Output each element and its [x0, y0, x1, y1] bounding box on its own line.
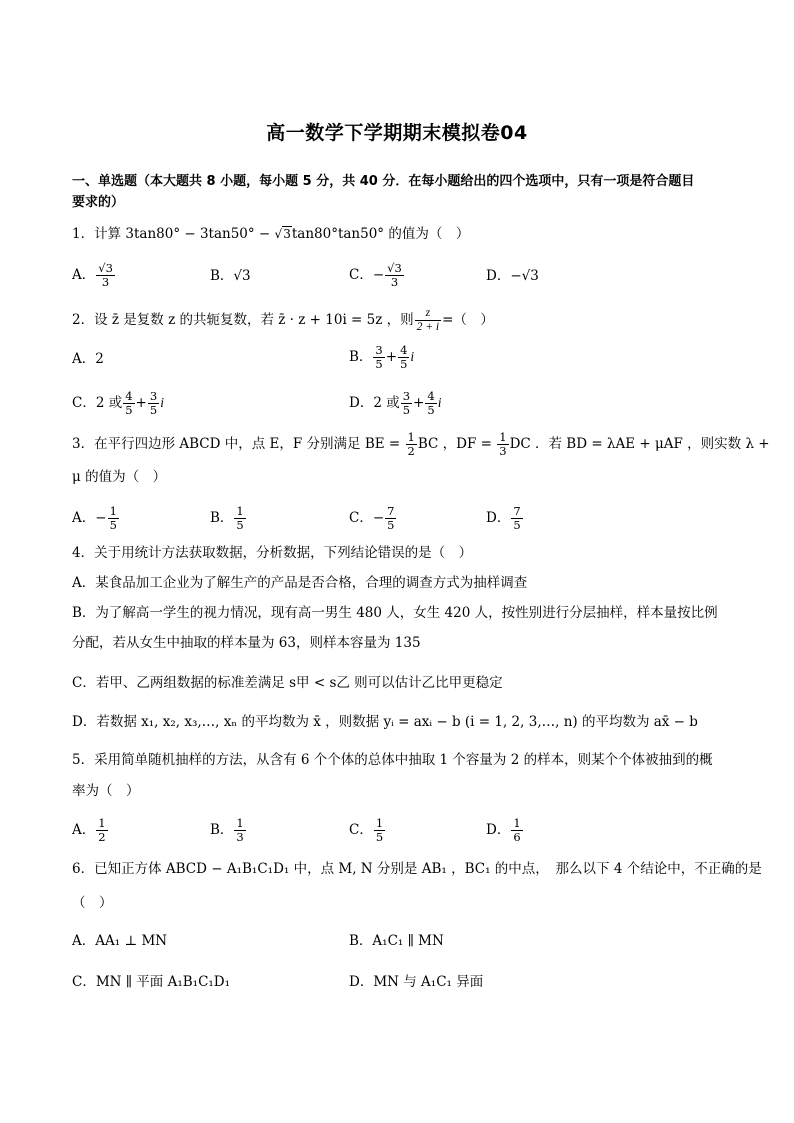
fraction — [406, 431, 417, 458]
denominator: 3 — [499, 444, 507, 458]
option-label: B． — [210, 822, 234, 838]
numerator: 1 — [407, 430, 415, 444]
q1-option-c — [349, 262, 405, 289]
option-label: C．2 或 — [72, 395, 123, 411]
fraction — [425, 390, 436, 417]
plus-sign: + — [413, 395, 425, 411]
option-value: −√3 — [510, 268, 539, 284]
q1-option-b — [210, 266, 251, 286]
q5-option-d — [486, 817, 524, 844]
option-label: C． — [349, 267, 373, 283]
q3-stem-part-b: BC ，DF = — [417, 436, 497, 452]
q6-option-c: C．MN ∥ 平面 A₁B₁C₁D₁ — [72, 974, 231, 990]
q2-option-b — [349, 344, 414, 371]
numerator: 1 — [109, 504, 117, 518]
q2-option-d — [349, 390, 441, 417]
plus-sign: + — [135, 395, 147, 411]
option-label: D． — [486, 268, 511, 284]
option-label: B． — [210, 268, 234, 284]
plus-sign: + — [385, 349, 398, 365]
denominator: 5 — [402, 403, 411, 417]
fraction — [96, 262, 115, 289]
numerator: 3 — [402, 389, 411, 403]
numerator: 3 — [375, 343, 383, 357]
sqrt-symbol: √3 — [274, 227, 291, 241]
fraction — [511, 505, 522, 532]
option-label: D． — [486, 510, 511, 526]
denominator: 5 — [400, 357, 408, 371]
q2-stem-part-b: =（ ） — [442, 312, 494, 328]
fraction — [511, 817, 522, 844]
numerator: 4 — [400, 343, 408, 357]
q1-option-d — [486, 266, 539, 286]
fraction — [497, 431, 508, 458]
denominator: 6 — [513, 830, 521, 844]
q3-stem-part-c: DC ．若 BD = λAE + μAF ，则实数 λ + — [509, 436, 770, 452]
q1-stem-part-b: tan80°tan50° 的值为（ ） — [291, 226, 470, 242]
q3-option-a — [72, 505, 120, 532]
fraction — [148, 390, 159, 417]
fraction — [123, 390, 134, 417]
denominator: 3 — [101, 275, 110, 289]
fraction — [385, 505, 396, 532]
option-label: D． — [486, 822, 511, 838]
q6-option-b: B．A₁C₁ ∥ MN — [349, 933, 444, 949]
option-label: C． — [349, 822, 373, 838]
question-6-stem-line2: （ ） — [72, 895, 113, 911]
fraction — [96, 817, 107, 844]
fraction — [234, 505, 245, 532]
section-header-line2: 要求的） — [72, 195, 125, 210]
question-5-stem-line1: 5．采用简单随机抽样的方法，从含有 6 个个体的总体中抽取 1 个容量为 2 的样本，则某个个体被抽到的概 — [72, 752, 713, 768]
q3-option-b — [210, 505, 247, 532]
q3-option-c — [349, 505, 397, 532]
q5-option-c — [349, 817, 386, 844]
numerator: √3 — [98, 261, 113, 275]
minus-sign: − — [372, 510, 385, 526]
numerator: 4 — [427, 389, 435, 403]
q6-option-a: A．AA₁ ⊥ MN — [72, 933, 168, 949]
numerator: z — [415, 307, 441, 321]
q5-option-a — [72, 817, 109, 844]
q4-option-a: A．某食品加工企业为了解生产的产品是否合格，合理的调查方式为抽样调查 — [72, 575, 528, 591]
denominator: 5 — [109, 518, 117, 532]
denominator: 5 — [375, 357, 383, 371]
minus-sign: − — [372, 267, 385, 283]
question-4-stem: 4．关于用统计方法获取数据，分析数据，下列结论错误的是（ ） — [72, 545, 473, 561]
q2-stem-part-a: 2．设 z̄ 是复数 z 的共轭复数，若 z̄ · z + 10i = 5z ，则 — [72, 312, 414, 328]
numerator: 7 — [387, 504, 395, 518]
option-label: B． — [210, 510, 234, 526]
q4-option-b-line2: 分配，若从女生中抽取的样本量为 63，则样本容量为 135 — [72, 635, 421, 651]
question-1-stem — [72, 224, 469, 244]
page-title: 高一数学下学期期末模拟卷04 — [266, 122, 528, 144]
q4-option-c: C．若甲、乙两组数据的标准差满足 s甲 < s乙 则可以估计乙比甲更稳定 — [72, 675, 503, 691]
q1-radicand: 3 — [283, 227, 291, 241]
q6-option-d: D．MN 与 A₁C₁ 异面 — [349, 974, 484, 990]
question-3-stem-line2: μ 的值为（ ） — [72, 469, 167, 485]
numerator: 4 — [125, 389, 133, 403]
imaginary-unit: i — [437, 395, 442, 410]
option-label: A． — [72, 267, 96, 283]
question-2-stem — [72, 307, 494, 334]
numerator: 1 — [98, 816, 106, 830]
q5-option-b — [210, 817, 247, 844]
denominator: 3 — [236, 830, 244, 844]
numerator: √3 — [387, 261, 402, 275]
option-value: √3 — [233, 268, 251, 284]
fraction — [374, 817, 385, 844]
option-label: A． — [72, 510, 96, 526]
q2-option-a: A．2 — [72, 351, 104, 367]
question-5-stem-line2: 率为（ ） — [72, 783, 140, 799]
numerator: 7 — [513, 504, 521, 518]
imaginary-unit: i — [410, 349, 415, 364]
numerator: 1 — [236, 816, 244, 830]
numerator: 1 — [236, 504, 244, 518]
denominator: 2 + i — [416, 321, 440, 333]
fraction — [108, 505, 119, 532]
numerator: 3 — [149, 389, 158, 403]
fraction — [401, 390, 412, 417]
q4-option-d: D．若数据 x₁, x₂, x₃,…, xₙ 的平均数为 x̄ ，则数据 yᵢ = axᵢ − b (i = 1, 2, 3,…, n) 的平均数为 ax̄ − b — [72, 714, 698, 730]
numerator: 1 — [499, 430, 507, 444]
denominator: 5 — [513, 518, 521, 532]
q1-stem-part-a: 1．计算 3tan80° − 3tan50° − — [72, 226, 275, 242]
denominator: 5 — [427, 403, 435, 417]
denominator: 3 — [390, 275, 399, 289]
denominator: 5 — [125, 403, 133, 417]
section-header-line1: 一、单选题（本大题共 8 小题，每小题 5 分，共 40 分．在每小题给出的四个选项中，只有一项是符合题目 — [72, 174, 695, 189]
denominator: 5 — [236, 518, 244, 532]
numerator: 1 — [375, 816, 384, 830]
question-3-stem — [72, 431, 770, 458]
fraction — [234, 817, 245, 844]
q1-option-a — [72, 262, 116, 289]
option-label: B． — [349, 349, 373, 365]
q3-stem-part-a: 3．在平行四边形 ABCD 中，点 E，F 分别满足 BE = — [72, 436, 405, 452]
fraction — [398, 344, 409, 371]
fraction — [385, 262, 404, 289]
q2-option-c — [72, 390, 164, 417]
fraction — [373, 344, 384, 371]
fraction — [415, 307, 441, 334]
numerator: 1 — [513, 816, 521, 830]
denominator: 5 — [387, 518, 395, 532]
q3-option-d — [486, 505, 524, 532]
denominator: 2 — [407, 444, 415, 458]
question-6-stem-line1: 6．已知正方体 ABCD − A₁B₁C₁D₁ 中，点 M, N 分别是 AB₁ ，BC₁ 的中点， 那么以下 4 个结论中，不正确的是 — [72, 861, 762, 877]
q4-option-b-line1: B．为了解高一学生的视力情况，现有高一男生 480 人，女生 420 人，按性别进行分层抽样，样本量按比例 — [72, 605, 718, 621]
option-label: A． — [72, 822, 96, 838]
option-label: D．2 或 — [349, 395, 400, 411]
minus-sign: − — [95, 510, 107, 526]
imaginary-unit: i — [160, 395, 164, 410]
denominator: 2 — [98, 830, 106, 844]
denominator: 5 — [149, 403, 158, 417]
denominator: 5 — [375, 830, 384, 844]
option-label: C． — [349, 510, 373, 526]
